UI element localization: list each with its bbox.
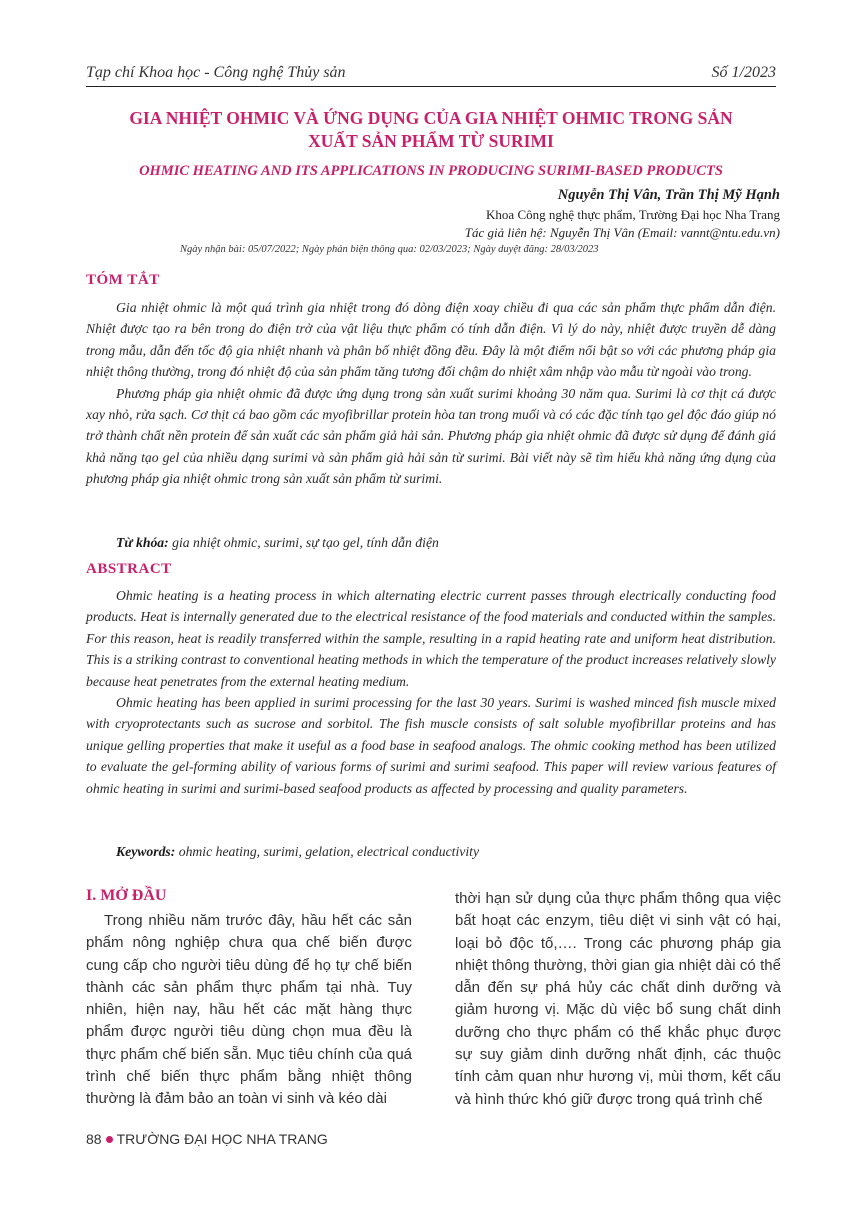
abstract-keywords-text: ohmic heating, surimi, gelation, electrical conductivity [178,844,480,859]
affiliation: Khoa Công nghệ thực phẩm, Trường Đại học Nha Trang [486,207,780,222]
intro-left-column [86,910,412,1111]
section-heading-intro: I. MỞ ĐẦU [86,887,167,904]
journal-name: Tạp chí Khoa học - Công nghệ Thủy sản [86,64,346,81]
abstract-paragraph-1: Ohmic heating is a heating process in which alternating electric current passes through electrically conducting food products. Heat is internally generated due to the electrical resistance of the food materials and conducted within the samples. For this reason, heat is readily transferred within the sample, resulting in a rapid heating rate and uniform heat distribution. This is a striking contrast to conventional heating methods in which the temperature of the product increases relatively slowly because heat penetrates from the external heating medium. [86,588,776,689]
title-vi-line1: GIA NHIỆT OHMIC VÀ ỨNG DỤNG CỦA GIA NHIỆT OHMIC TRONG SẢN [129,108,733,128]
tomtat-keywords [116,535,439,551]
authors: Nguyễn Thị Vân, Trần Thị Mỹ Hạnh [557,187,780,203]
tomtat-body [86,297,776,490]
abstract-paragraph-2: Ohmic heating has been applied in surimi processing for the last 30 years. Surimi is washed minced fish muscle mixed with cryoprotectants such as sucrose and sorbitol. The fish muscle consists of salt soluble myofibrillar proteins and has unique gelling properties that make it useful as a food base in seafood analogs. The ohmic cooking method has been utilized to evaluate the gel-forming ability of various forms of surimi and surimi seafood. This paper will review various features of ohmic heating in surimi and surimi-based seafood products as affected by processing and quality parameters. [86,695,776,796]
page-number: 88 [86,1131,102,1147]
tomtat-keywords-label: Từ khóa: [116,535,169,550]
title-vi-line2: XUẤT SẢN PHẨM TỪ SURIMI [308,131,554,151]
bullet-dot-icon [106,1136,113,1143]
issue-number: Số 1/2023 [711,64,776,81]
abstract-keywords [116,844,479,860]
running-header [86,60,776,87]
intro-right-column [455,888,781,1111]
intro-right-text: thời hạn sử dụng của thực phẩm thông qua việc bất hoạt các enzym, tiêu diệt vi sinh vật có hại, loại bỏ độc tố,…. Trong các phương pháp gia nhiệt thông thường, thời gian gia nhiệt dài có thể dẫn đến sự phá hủy các chất dinh dưỡng và giảm hương vị. Mặc dù việc bổ sung chất dinh dưỡng cho thực phẩm có thể khắc phục được sự suy giảm dinh dưỡng nhất định, các thuộc tính cảm quan như hương vị, mùi thơm, kết cấu và hình thức khó giữ được trong quá trình chế [455,890,781,1108]
tomtat-paragraph-2: Phương pháp gia nhiệt ohmic đã được ứng dụng trong sản xuất surimi khoảng 30 năm qua. Surimi là cơ thịt cá được xay nhỏ, rửa sạch. Cơ thịt cá bao gồm các myofibrillar protein hòa tan trong muối và có các đặc tính tạo gel độc đáo giúp nó trở thành chất nền protein để sản xuất các sản phẩm giả hải sản. Phương pháp gia nhiệt ohmic đã được sử dụng để đánh giá khả năng tạo gel của nhiều dạng surimi và sản phẩm giả hải sản từ surimi. Bài viết này sẽ tìm hiểu khả năng ứng dụng của phương pháp gia nhiệt ohmic trong sản xuất sản phẩm từ surimi. [86,385,776,487]
title-english: OHMIC HEATING AND ITS APPLICATIONS IN PRODUCING SURIMI-BASED PRODUCTS [139,163,723,179]
abstract-heading: ABSTRACT [86,561,172,577]
tomtat-paragraph-1: Gia nhiệt ohmic là một quá trình gia nhiệt trong đó dòng điện xoay chiều đi qua các sản phẩm thực phẩm dẫn điện. Nhiệt được tạo ra bên trong do điện trở của vật liệu thực phẩm có tính dẫn điện. Vì lý do này, nhiệt được truyền dễ dàng trong mẫu, dẫn đến tốc độ gia nhiệt nhanh và phân bố nhiệt đồng đều. Đây là một điểm nổi bật so với các phương pháp gia nhiệt thông thường, trong đó nhiệt độ của sản phẩm tăng tương đối chậm do nhiệt xâm nhập vào mẫu từ ngoài vào trong. [86,300,776,380]
intro-left-text: Trong nhiều năm trước đây, hầu hết các sản phẩm nông nghiệp chưa qua chế biến được cung cấp cho người tiêu dùng để họ tự chế biến thành các sản phẩm thực phẩm tại nhà. Tuy nhiên, hiện nay, hầu hết các mặt hàng thực phẩm được người tiêu dùng chọn mua đều là thực phẩm chế biến sẵn. Mục tiêu chính của quá trình chế biến thực phẩm bằng nhiệt thông thường là đảm bảo an toàn vi sinh và kéo dài [86,912,412,1108]
page-footer [86,1131,328,1147]
university-name: TRƯỜNG ĐẠI HỌC NHA TRANG [116,1131,328,1147]
contact-author: Tác giả liên hệ: Nguyễn Thị Vân (Email: vannt@ntu.edu.vn) [464,225,780,240]
tomtat-keywords-text: gia nhiệt ohmic, surimi, sự tạo gel, tính dẫn điện [172,535,439,550]
tomtat-heading: TÓM TẮT [86,272,160,288]
abstract-keywords-label: Keywords: [116,844,176,859]
title-vietnamese [86,107,776,153]
article-dates: Ngày nhận bài: 05/07/2022; Ngày phản biện thông qua: 02/03/2023; Ngày duyệt đăng: 28/03/2023 [180,244,599,255]
abstract-body [86,585,776,799]
